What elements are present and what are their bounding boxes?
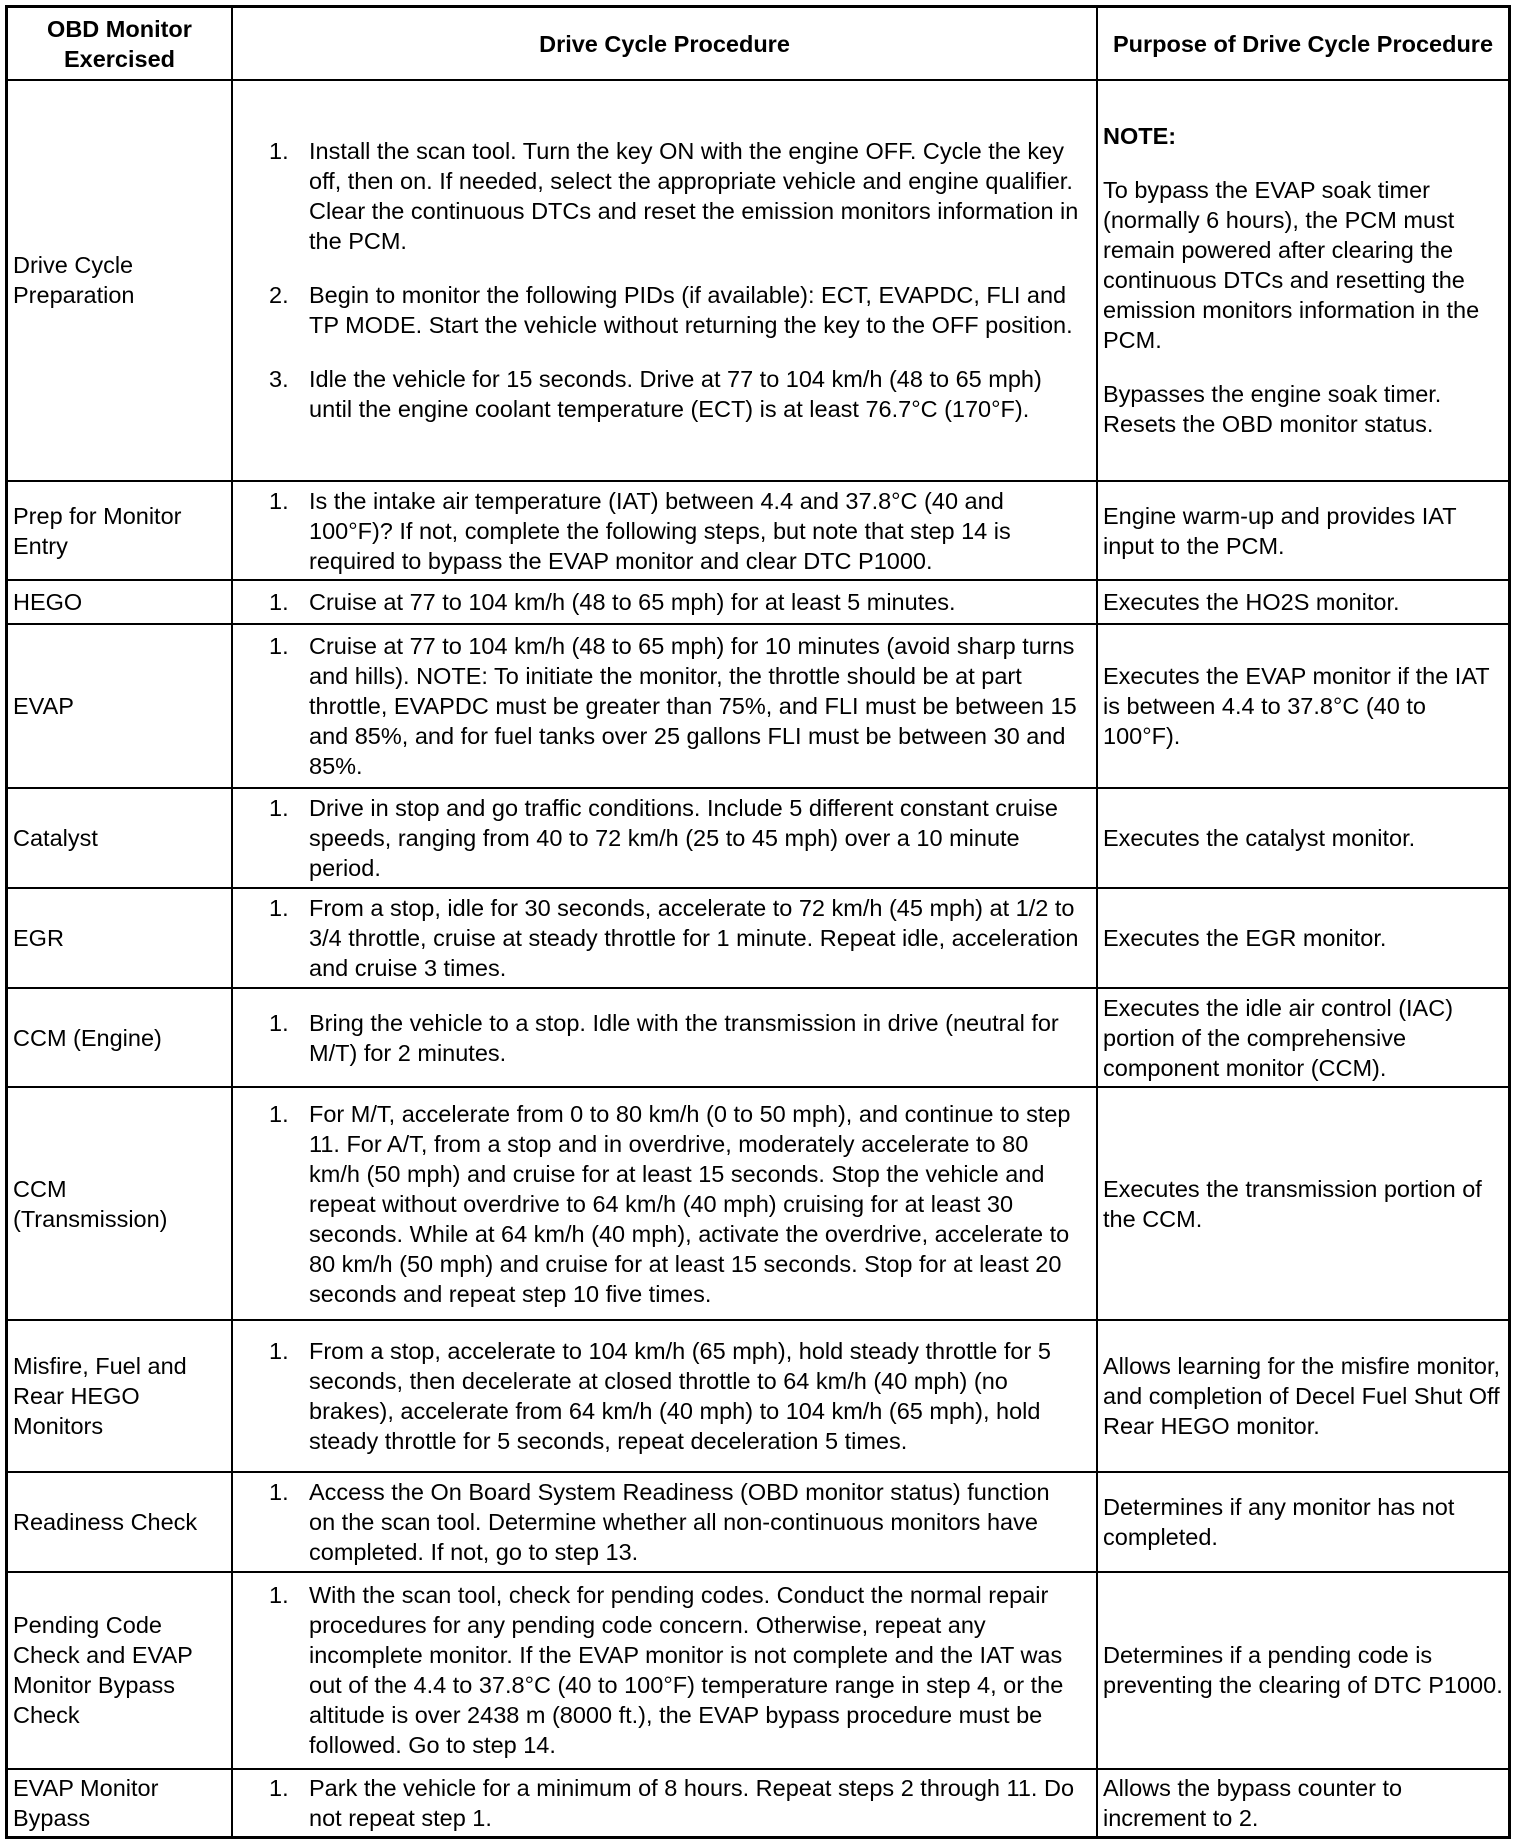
procedure-step [239, 1008, 1090, 1068]
procedure-step [239, 280, 1090, 340]
purpose-text: Determines if any monitor has not completed. [1103, 1493, 1455, 1550]
procedure-cell [232, 988, 1097, 1088]
purpose-cell [1097, 80, 1508, 481]
monitor-cell: CCM (Transmission) [8, 1087, 232, 1320]
procedure-steps [239, 1099, 1090, 1309]
procedure-steps [239, 1773, 1090, 1833]
table-row [8, 80, 1508, 481]
procedure-cell [232, 788, 1097, 888]
procedure-step [239, 364, 1090, 424]
procedure-steps [239, 587, 1090, 617]
monitor-cell: Pending Code Check and EVAP Monitor Bypass Check [8, 1572, 232, 1769]
procedure-step [239, 631, 1090, 781]
purpose-cell [1097, 788, 1508, 888]
step-text: Drive in stop and go traffic conditions. Include 5 different constant cruise speeds, ranging from 40 to 72 km/h (25 to 45 mph) over a 10 minute period. [309, 795, 1058, 882]
purpose-text: To bypass the EVAP soak timer (normally 6 hours), the PCM must remain powered after clearing the continuous DTCs and resetting the emission monitors information in the PCM. [1103, 177, 1480, 354]
step-text: Access the On Board System Readiness (OBD monitor status) function on the scan tool. Determine whether all non-continuous monitors have completed. If not, go to step 13. [309, 1478, 1050, 1565]
step-number: 1. [269, 894, 289, 921]
procedure-step [239, 1580, 1090, 1760]
procedure-steps [239, 893, 1090, 983]
purpose-text: Allows learning for the misfire monitor, and completion of Decel Fuel Shut Off Rear HEGO monitor. [1103, 1353, 1501, 1440]
purpose-cell [1097, 1572, 1508, 1769]
procedure-steps [239, 1336, 1090, 1456]
purpose-text: Executes the idle air control (IAC) portion of the comprehensive component monitor (CCM). [1103, 994, 1454, 1081]
table-header-row [8, 8, 1508, 80]
procedure-step [239, 1477, 1090, 1567]
procedure-cell [232, 888, 1097, 988]
step-text: Install the scan tool. Turn the key ON with the engine OFF. Cycle the key off, then on. If needed, select the appropriate vehicle and engine qualifier. Clear the continuous DTCs and reset the emission monitors information in the PCM. [309, 138, 1079, 255]
step-number: 3. [269, 366, 289, 393]
step-text: From a stop, idle for 30 seconds, accelerate to 72 km/h (45 mph) at 1/2 to 3/4 throttle, cruise at steady throttle for 1 minute. Repeat idle, acceleration and cruise 3 times. [309, 894, 1079, 981]
procedure-cell [232, 1320, 1097, 1472]
procedure-step [239, 587, 1090, 617]
procedure-step [239, 1336, 1090, 1456]
table-row [8, 481, 1508, 581]
procedure-cell [232, 1087, 1097, 1320]
step-text: For M/T, accelerate from 0 to 80 km/h (0 to 50 mph), and continue to step 11. For A/T, from a stop and in overdrive, moderately accelerate to 80 km/h (50 mph) and cruise for at least 15 seconds. Stop the vehicle and repeat without overdrive to 64 km/h (40 mph) cruising for at least 30 seconds. While at 64 km/h (40 mph), activate the overdrive, accelerate to 80 km/h (50 mph) and cruise for at least 15 seconds. Stop for at least 20 seconds and repeat step 10 five times. [309, 1100, 1071, 1307]
header-monitor: OBD Monitor Exercised [8, 8, 232, 80]
step-number: 1. [269, 487, 289, 514]
monitor-cell: Catalyst [8, 788, 232, 888]
table-row [8, 1320, 1508, 1472]
monitor-cell: Drive Cycle Preparation [8, 80, 232, 481]
step-text: Park the vehicle for a minimum of 8 hours. Repeat steps 2 through 11. Do not repeat step 1. [309, 1774, 1075, 1831]
purpose-cell [1097, 1320, 1508, 1472]
monitor-cell: EVAP [8, 624, 232, 789]
purpose-text: Engine warm-up and provides IAT input to the PCM. [1103, 502, 1457, 559]
step-text: Cruise at 77 to 104 km/h (48 to 65 mph) for 10 minutes (avoid sharp turns and hills). NOTE: To initiate the monitor, the throttle should be at part throttle, EVAPDC must be greater than 75%, and FLI must be between 15 and 85%, and for fuel tanks over 25 gallons FLI must be between 30 and 85%. [309, 633, 1077, 780]
purpose-cell [1097, 1087, 1508, 1320]
procedure-cell [232, 1472, 1097, 1572]
purpose-text: Executes the EGR monitor. [1103, 924, 1387, 951]
purpose-text: Determines if a pending code is preventing the clearing of DTC P1000. [1103, 1642, 1503, 1699]
table-row [8, 988, 1508, 1088]
table-row [8, 624, 1508, 789]
procedure-step [239, 793, 1090, 883]
procedure-step [239, 1099, 1090, 1309]
procedure-cell [232, 1769, 1097, 1836]
purpose-text: Executes the HO2S monitor. [1103, 589, 1400, 616]
step-text: With the scan tool, check for pending codes. Conduct the normal repair procedures for any pending code concern. Otherwise, repeat any incomplete monitor. If the EVAP monitor is not complete and the IAT was out of the 4.4 to 37.8°C (40 to 100°F) temperature range in step 4, or the altitude is over 2438 m (8000 ft.), the EVAP bypass procedure must be followed. Go to step 14. [309, 1582, 1064, 1759]
step-number: 1. [269, 1100, 289, 1127]
table-row [8, 580, 1508, 623]
step-number: 1. [269, 1009, 289, 1036]
monitor-cell: Readiness Check [8, 1472, 232, 1572]
step-text: Idle the vehicle for 15 seconds. Drive at 77 to 104 km/h (48 to 65 mph) until the engine coolant temperature (ECT) is at least 76.7°C (170°F). [309, 366, 1042, 423]
purpose-cell [1097, 988, 1508, 1088]
note-heading: NOTE: [1103, 123, 1177, 150]
step-text: Is the intake air temperature (IAT) between 4.4 and 37.8°C (40 and 100°F)? If not, complete the following steps, but note that step 14 is required to bypass the EVAP monitor and clear DTC P1000. [309, 487, 1011, 574]
procedure-steps [239, 1008, 1090, 1068]
table-row [8, 888, 1508, 988]
monitor-cell: CCM (Engine) [8, 988, 232, 1088]
table-row [8, 1087, 1508, 1320]
procedure-cell [232, 481, 1097, 581]
procedure-step [239, 136, 1090, 256]
purpose-text: Bypasses the engine soak timer. Resets the OBD monitor status. [1103, 381, 1442, 438]
step-number: 1. [269, 589, 289, 616]
procedure-steps [239, 1580, 1090, 1760]
procedure-steps [239, 631, 1090, 781]
table-row [8, 1472, 1508, 1572]
table-row [8, 1769, 1508, 1836]
step-number: 2. [269, 282, 289, 309]
header-purpose: Purpose of Drive Cycle Procedure [1097, 8, 1508, 80]
procedure-cell [232, 1572, 1097, 1769]
procedure-cell [232, 80, 1097, 481]
purpose-text: Executes the catalyst monitor. [1103, 825, 1416, 852]
step-text: Begin to monitor the following PIDs (if available): ECT, EVAPDC, FLI and TP MODE. Start the vehicle without returning the key to the OFF position. [309, 282, 1073, 339]
purpose-cell [1097, 1769, 1508, 1836]
procedure-steps [239, 1477, 1090, 1567]
step-text: From a stop, accelerate to 104 km/h (65 mph), hold steady throttle for 5 seconds, then decelerate at closed throttle to 64 km/h (40 mph) (no brakes), accelerate from 64 km/h (40 mph) to 104 km/h (65 mph), hold steady throttle for 5 seconds, repeat deceleration 5 times. [309, 1338, 1051, 1455]
monitor-cell: Prep for Monitor Entry [8, 481, 232, 581]
procedure-steps [239, 486, 1090, 576]
monitor-cell: Misfire, Fuel and Rear HEGO Monitors [8, 1320, 232, 1472]
table-row [8, 788, 1508, 888]
step-number: 1. [269, 1478, 289, 1505]
monitor-cell: EVAP Monitor Bypass [8, 1769, 232, 1836]
procedure-step [239, 1773, 1090, 1833]
monitor-cell: EGR [8, 888, 232, 988]
purpose-cell [1097, 580, 1508, 623]
purpose-text: Executes the EVAP monitor if the IAT is between 4.4 to 37.8°C (40 to 100°F). [1103, 663, 1490, 750]
step-text: Bring the vehicle to a stop. Idle with the transmission in drive (neutral for M/T) for 2 minutes. [309, 1009, 1059, 1066]
procedure-steps [239, 793, 1090, 883]
step-number: 1. [269, 138, 289, 165]
table-body [8, 80, 1508, 1836]
purpose-cell [1097, 1472, 1508, 1572]
drive-cycle-document [5, 5, 1511, 1839]
procedure-step [239, 486, 1090, 576]
drive-cycle-table [8, 8, 1508, 1836]
purpose-cell [1097, 624, 1508, 789]
step-number: 1. [269, 1774, 289, 1801]
header-procedure: Drive Cycle Procedure [232, 8, 1097, 80]
monitor-cell: HEGO [8, 580, 232, 623]
step-text: Cruise at 77 to 104 km/h (48 to 65 mph) for at least 5 minutes. [309, 589, 956, 616]
purpose-cell [1097, 481, 1508, 581]
purpose-text: Executes the transmission portion of the CCM. [1103, 1175, 1482, 1232]
procedure-steps [239, 136, 1090, 424]
step-number: 1. [269, 795, 289, 822]
step-number: 1. [269, 1582, 289, 1609]
purpose-cell [1097, 888, 1508, 988]
step-number: 1. [269, 1338, 289, 1365]
step-number: 1. [269, 633, 289, 660]
procedure-cell [232, 624, 1097, 789]
table-row [8, 1572, 1508, 1769]
purpose-text: Allows the bypass counter to increment to 2. [1103, 1774, 1403, 1831]
procedure-step [239, 893, 1090, 983]
procedure-cell [232, 580, 1097, 623]
